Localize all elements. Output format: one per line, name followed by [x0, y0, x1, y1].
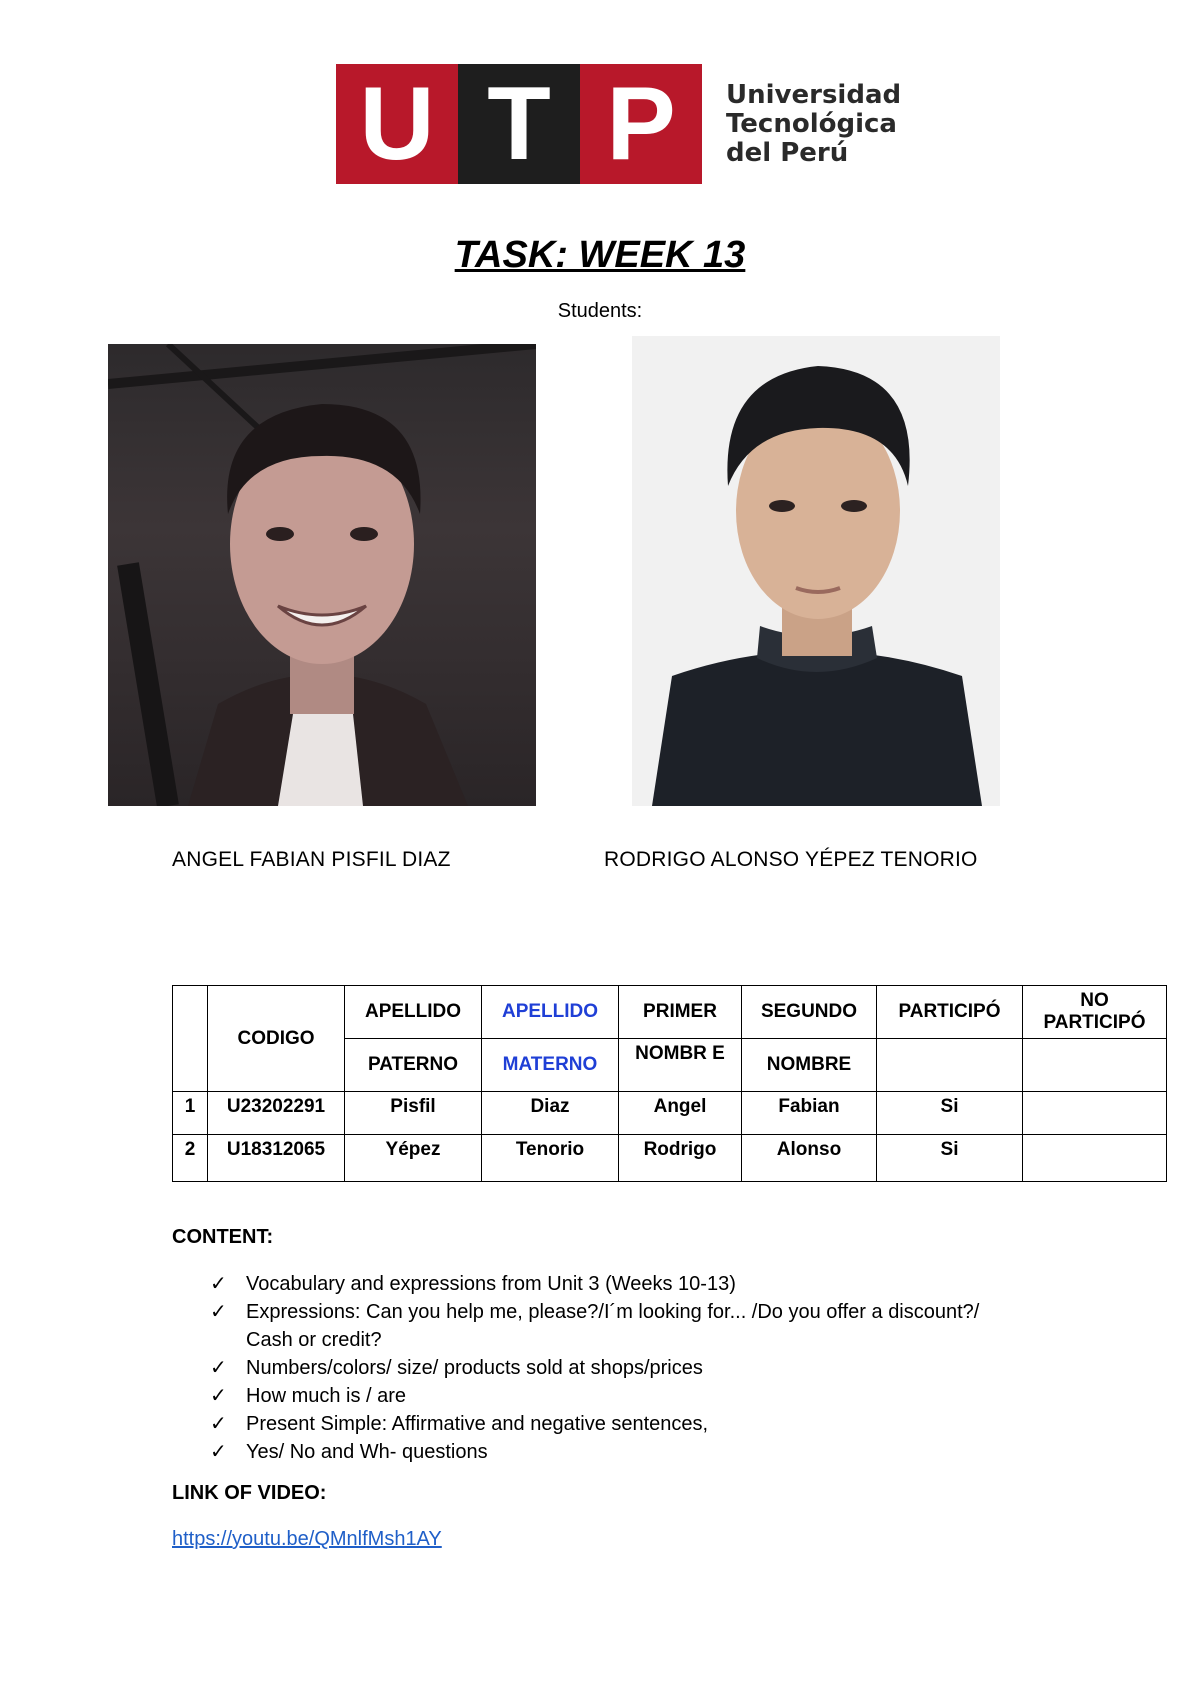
- table-cell-paterno: Pisfil: [345, 1092, 482, 1135]
- content-heading: CONTENT:: [172, 1226, 274, 1248]
- logo-letter-p: P: [580, 64, 702, 184]
- table-header-row-1: [173, 986, 1167, 1039]
- student-photo-2-illustration: [632, 336, 1000, 806]
- table-cell-segundo-nombre: Alonso: [742, 1135, 877, 1182]
- table-header-nombre-2: NOMBRE: [742, 1039, 877, 1092]
- table-cell-primer-nombre: Rodrigo: [619, 1135, 742, 1182]
- page-title: TASK: WEEK 13: [454, 234, 746, 276]
- check-icon: ✓: [210, 1441, 227, 1463]
- table-header-apellido-paterno: APELLIDO: [345, 986, 482, 1039]
- utp-logo: [336, 64, 901, 184]
- list-item-text: Yes/ No and Wh- questions: [246, 1441, 488, 1463]
- students-table: [172, 985, 1167, 1182]
- check-icon: ✓: [210, 1301, 227, 1323]
- table-header-no-participo: NO PARTICIPÓ: [1023, 986, 1167, 1039]
- table-cell-materno: Diaz: [482, 1092, 619, 1135]
- logo-letter-u: U: [336, 64, 458, 184]
- list-item: [210, 1270, 990, 1298]
- table-cell-primer-nombre: Angel: [619, 1092, 742, 1135]
- list-item-text: Numbers/colors/ size/ products sold at shops/prices: [246, 1357, 703, 1379]
- list-item: [210, 1410, 990, 1438]
- table-cell-participo: Si: [877, 1092, 1023, 1135]
- table-header-paterno: PATERNO: [345, 1039, 482, 1092]
- table-cell-index: 2: [173, 1135, 208, 1182]
- table-header-index: [173, 986, 208, 1092]
- table-cell-codigo: U23202291: [208, 1092, 345, 1135]
- list-item: [210, 1354, 990, 1382]
- table-cell-codigo: U18312065: [208, 1135, 345, 1182]
- table-cell-no-participo: [1023, 1135, 1167, 1182]
- logo-box: [336, 64, 702, 184]
- list-item: [210, 1382, 990, 1410]
- content-list: [210, 1270, 990, 1466]
- table-header-codigo: CODIGO: [208, 986, 345, 1092]
- video-link[interactable]: https://youtu.be/QMnlfMsh1AY: [172, 1528, 442, 1550]
- check-icon: ✓: [210, 1357, 227, 1379]
- list-item: [210, 1438, 990, 1466]
- table-header-empty-1: [877, 1039, 1023, 1092]
- table-cell-no-participo: [1023, 1092, 1167, 1135]
- table-cell-participo: Si: [877, 1135, 1023, 1182]
- student-name-2: RODRIGO ALONSO YÉPEZ TENORIO: [604, 848, 978, 871]
- list-item: [210, 1298, 990, 1354]
- table-header-segundo: SEGUNDO: [742, 986, 877, 1039]
- table-cell-paterno: Yépez: [345, 1135, 482, 1182]
- logo-letter-t: T: [458, 64, 580, 184]
- check-icon: ✓: [210, 1413, 227, 1435]
- table-header-participo: PARTICIPÓ: [877, 986, 1023, 1039]
- table-header-nombre-1: NOMBR E: [619, 1039, 742, 1092]
- logo-line-1: Universidad: [726, 79, 902, 110]
- list-item-text: How much is / are: [246, 1385, 407, 1407]
- student-name-1: ANGEL FABIAN PISFIL DIAZ: [172, 848, 451, 871]
- student-photo-1: [108, 344, 536, 806]
- check-icon: ✓: [210, 1385, 227, 1407]
- table-row: [173, 1092, 1167, 1135]
- check-icon: ✓: [210, 1273, 227, 1295]
- table-cell-materno: Tenorio: [482, 1135, 619, 1182]
- table-header-empty-2: [1023, 1039, 1167, 1092]
- table-cell-segundo-nombre: Fabian: [742, 1092, 877, 1135]
- list-item-text: Vocabulary and expressions from Unit 3 (Weeks 10-13): [246, 1273, 736, 1295]
- table-row: [173, 1135, 1167, 1182]
- student-photo-2: [632, 336, 1000, 806]
- video-link-heading: LINK OF VIDEO:: [172, 1482, 327, 1504]
- table-header-materno: MATERNO: [482, 1039, 619, 1092]
- table-header-primer: PRIMER: [619, 986, 742, 1039]
- logo-university-name: [726, 81, 901, 168]
- students-label: Students:: [557, 300, 643, 322]
- logo-line-2: Tecnológica: [726, 108, 897, 139]
- table-header-apellido-materno: APELLIDO: [482, 986, 619, 1039]
- logo-line-3: del Perú: [726, 137, 849, 168]
- list-item-text: Expressions: Can you help me, please?/I´m looking for... /Do you offer a discount?/ Cash or credit?: [246, 1301, 980, 1351]
- list-item-text: Present Simple: Affirmative and negative sentences,: [246, 1413, 709, 1435]
- table-cell-index: 1: [173, 1092, 208, 1135]
- student-photo-1-illustration: [108, 344, 536, 806]
